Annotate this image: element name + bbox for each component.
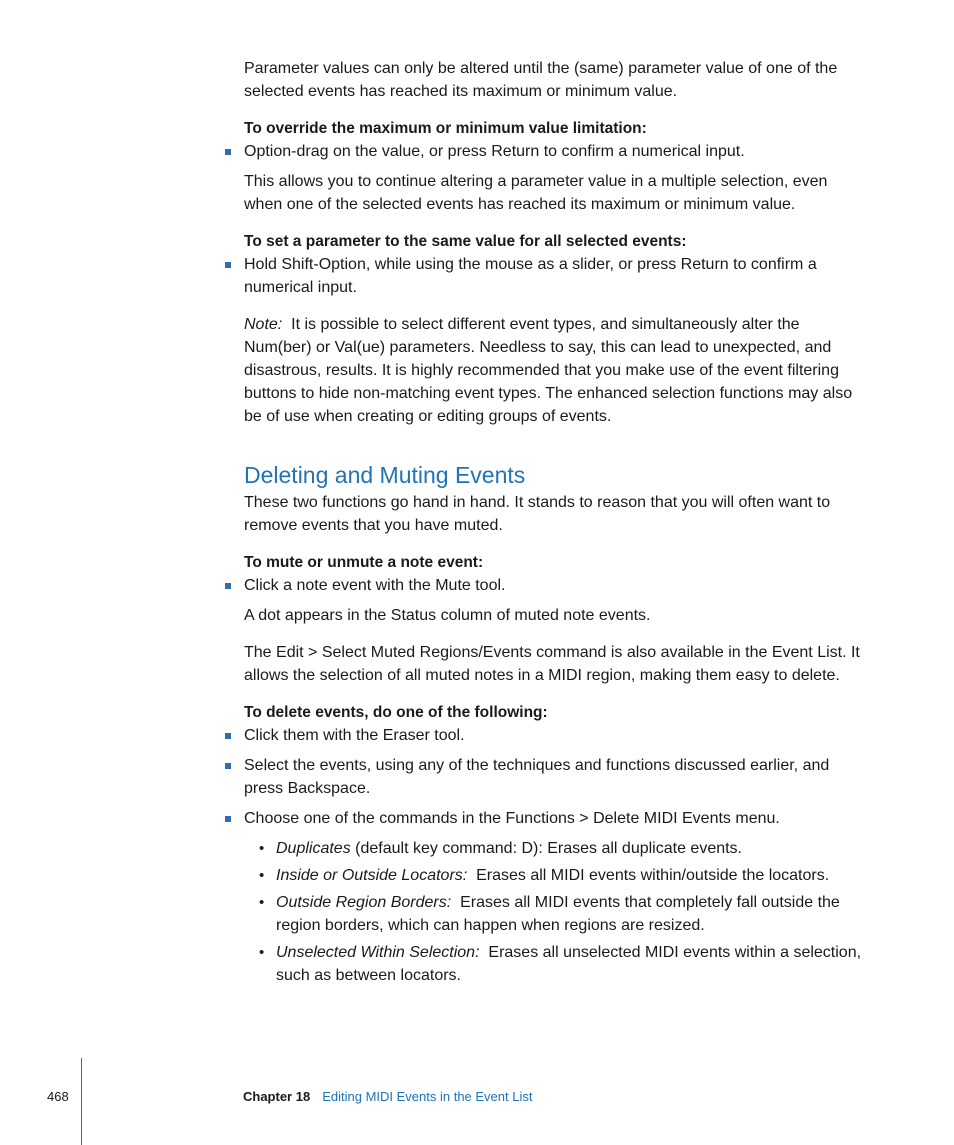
chapter-title: Editing MIDI Events in the Event List [322, 1089, 533, 1104]
note-label: Note: [244, 316, 283, 333]
bullet-item: Hold Shift-Option, while using the mouse as a slider, or press Return to confirm a numerical input. [244, 253, 870, 299]
section-heading: Deleting and Muting Events [244, 462, 526, 488]
sub-term: Inside or Outside Locators: [276, 867, 468, 884]
page-body [244, 57, 870, 991]
footer-chapter [243, 1089, 532, 1104]
paragraph: Parameter values can only be altered until the (same) parameter value of one of the selected events has reached its maximum or minimum value. [244, 60, 838, 100]
task-heading: To delete events, do one of the following: [244, 704, 548, 721]
task-heading: To override the maximum or minimum value limitation: [244, 120, 647, 137]
task-heading: To set a parameter to the same value for all selected events: [244, 233, 687, 250]
paragraph: A dot appears in the Status column of muted note events. [244, 607, 651, 624]
bullet-item: Choose one of the commands in the Functions > Delete MIDI Events menu. [244, 807, 870, 830]
bullet-item: Click a note event with the Mute tool. [244, 574, 870, 597]
sub-bullet-item [244, 864, 870, 887]
bullet-item: Option-drag on the value, or press Return to confirm a numerical input. [244, 140, 870, 163]
sub-text: Erases all MIDI events within/outside the locators. [476, 867, 830, 884]
footer-divider [81, 1058, 82, 1145]
paragraph: This allows you to continue altering a parameter value in a multiple selection, even when one of the selected events has reached its maximum or minimum value. [244, 173, 828, 213]
paragraph: The Edit > Select Muted Regions/Events command is also available in the Event List. It allows the selection of all muted notes in a MIDI region, making them easy to delete. [244, 644, 860, 684]
note-paragraph [244, 313, 870, 428]
sub-text: Erases all MIDI events that completely fall outside the region borders, which can happen when regions are resized. [276, 894, 840, 934]
sub-bullet-item [244, 941, 870, 987]
chapter-label: Chapter 18 [243, 1089, 311, 1104]
note-text: It is possible to select different event types, and simultaneously alter the Num(ber) or Val(ue) parameters. Needless to say, this can lead to unexpected, and disastrous, results. It is highly recommended that you make use of the event filtering buttons to hide non-matching event types. The enhanced selection functions may also be of use when creating or editing groups of events. [244, 316, 853, 425]
sub-term: Outside Region Borders: [276, 894, 452, 911]
sub-term: Unselected Within Selection: [276, 944, 480, 961]
paragraph: These two functions go hand in hand. It stands to reason that you will often want to remove events that you have muted. [244, 494, 831, 534]
task-heading: To mute or unmute a note event: [244, 554, 484, 571]
sub-bullet-item [244, 891, 870, 937]
bullet-item: Select the events, using any of the techniques and functions discussed earlier, and press Backspace. [244, 754, 870, 800]
sub-term: Duplicates [276, 840, 351, 857]
page-number: 468 [47, 1089, 69, 1104]
sub-text: Erases all unselected MIDI events within a selection, such as between locators. [276, 944, 862, 984]
sub-bullet-item [244, 837, 870, 860]
bullet-item: Click them with the Eraser tool. [244, 724, 870, 747]
sub-text: (default key command: D): Erases all duplicate events. [355, 840, 742, 857]
